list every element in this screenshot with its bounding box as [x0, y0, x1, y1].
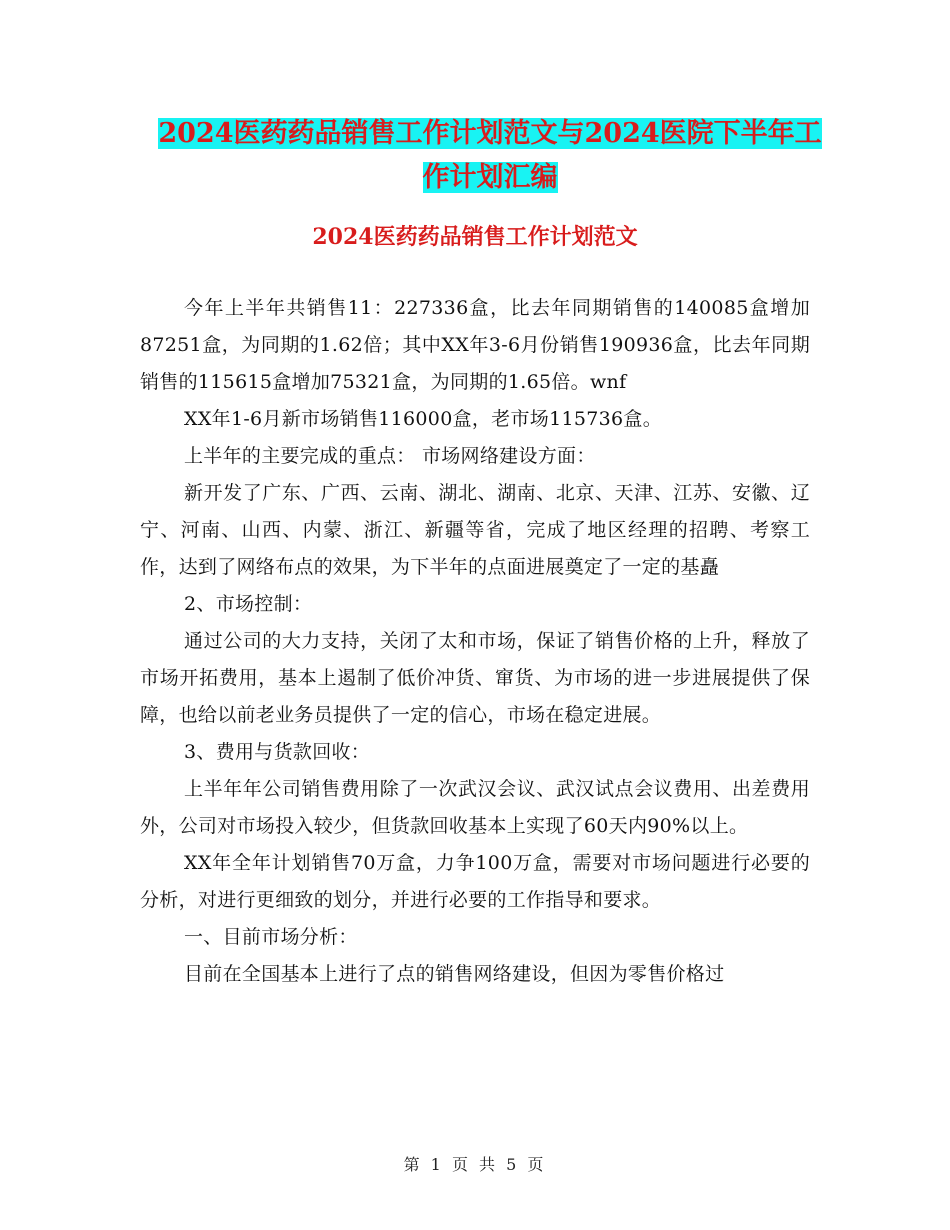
paragraph: 上半年年公司销售费用除了一次武汉会议、武汉试点会议费用、出差费用外，公司对市场投入较少，但货款回收基本上实现了60天内90%以上。	[140, 778, 810, 837]
paragraph: 上半年的主要完成的重点： 市场网络建设方面：	[184, 445, 596, 467]
paragraph: XX年1-6月新市场销售116000盒，老市场115736盒。	[184, 408, 663, 430]
paragraph: 3、费用与货款回收：	[184, 741, 371, 763]
paragraph: 目前在全国基本上进行了点的销售网络建设，但因为零售价格过	[184, 963, 725, 985]
document-title	[140, 112, 840, 200]
body-text	[140, 290, 810, 993]
paragraph: 2、市场控制：	[184, 593, 313, 615]
paragraph: 一、目前市场分析：	[184, 926, 358, 948]
section-heading: 2024医药药品销售工作计划范文	[312, 224, 638, 250]
paragraph: 新开发了广东、广西、云南、湖北、湖南、北京、天津、江苏、安徽、辽宁、河南、山西、内蒙、浙江、新疆等省，完成了地区经理的招聘、考察工作，达到了网络布点的效果，为下半年的点面进展奠定了一定的基矗	[140, 482, 810, 578]
paragraph: 通过公司的大力支持，关闭了太和市场，保证了销售价格的上升，释放了市场开拓费用，基本上遏制了低价冲货、窜货、为市场的进一步进展提供了保障，也给以前老业务员提供了一定的信心，市场在稳定进展。	[140, 630, 810, 726]
paragraph: XX年全年计划销售70万盒，力争100万盒，需要对市场问题进行必要的分析，对进行更细致的划分，并进行必要的工作指导和要求。	[140, 852, 810, 911]
title-line-1: 2024医药药品销售工作计划范文与2024医院下半年工	[158, 118, 822, 149]
title-line-2: 作计划汇编	[422, 162, 558, 193]
page-footer: 第 1 页 共 5 页	[403, 1155, 547, 1174]
paragraph: 今年上半年共销售11：227336盒，比去年同期销售的140085盒增加87251盒，为同期的1.62倍；其中XX年3-6月份销售190936盒，比去年同期销售的115615盒增加75321盒，为同期的1.65倍。wnf	[140, 297, 810, 393]
